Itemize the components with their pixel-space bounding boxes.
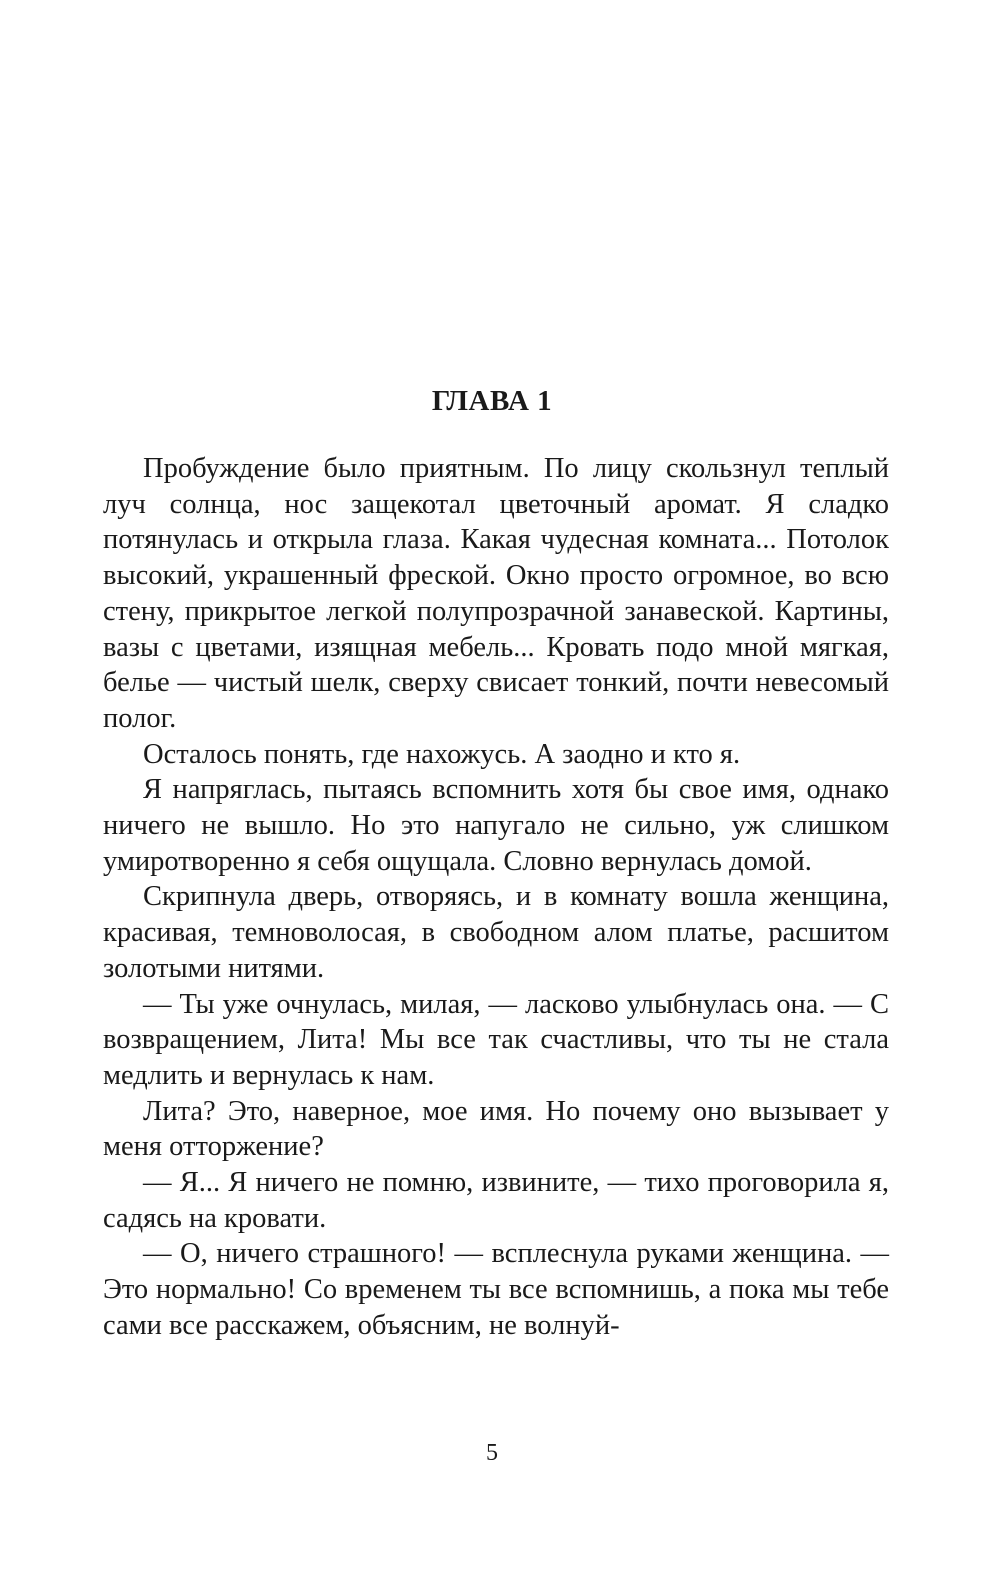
paragraph: — О, ничего страшного! — всплеснула руками женщина. — Это нормально! Со временем ты все вспомнишь, а пока мы тебе сами все расскажем, объясним, не волнуй- xyxy=(103,1238,889,1341)
paragraph: — Я... Я ничего не помню, извините, — тихо проговорила я, садясь на кровати. xyxy=(103,1167,889,1234)
paragraph: Скрипнула дверь, отворяясь, и в комнату вошла женщина, красивая, темноволосая, в свободном алом платье, расшитом золотыми нитями. xyxy=(103,881,889,984)
chapter-title: ГЛАВА 1 xyxy=(431,385,553,417)
paragraph: — Ты уже очнулась, милая, — ласково улыбнулась она. — С возвращением, Лита! Мы все так счастливы, что ты не стала медлить и вернулась к нам. xyxy=(103,988,889,1091)
paragraph: Осталось понять, где нахожусь. А заодно и кто я. xyxy=(143,738,741,770)
chapter-body xyxy=(103,451,889,1344)
page-number: 5 xyxy=(486,1440,498,1466)
paragraph: Пробуждение было приятным. По лицу скользнул теплый луч солнца, нос защекотал цветочный аромат. Я сладко потянулась и открыла глаза. Какая чудесная комната... Потолок высокий, украшенный фреской. Окно просто огромное, во всю стену, прикрытое легкой полупрозрачной занавеской. Картины, вазы с цветами, изящная мебель... Кровать подо мной мягкая, белье — чистый шелк, сверху свисает тонкий, почти невесомый полог. xyxy=(103,453,889,734)
paragraph: Я напряглась, пытаясь вспомнить хотя бы свое имя, однако ничего не вышло. Но это напугало не сильно, уж слишком умиротворенно я себя ощущала. Словно вернулась домой. xyxy=(103,774,889,877)
paragraph: Лита? Это, наверное, мое имя. Но почему оно вызывает у меня отторжение? xyxy=(103,1095,889,1163)
